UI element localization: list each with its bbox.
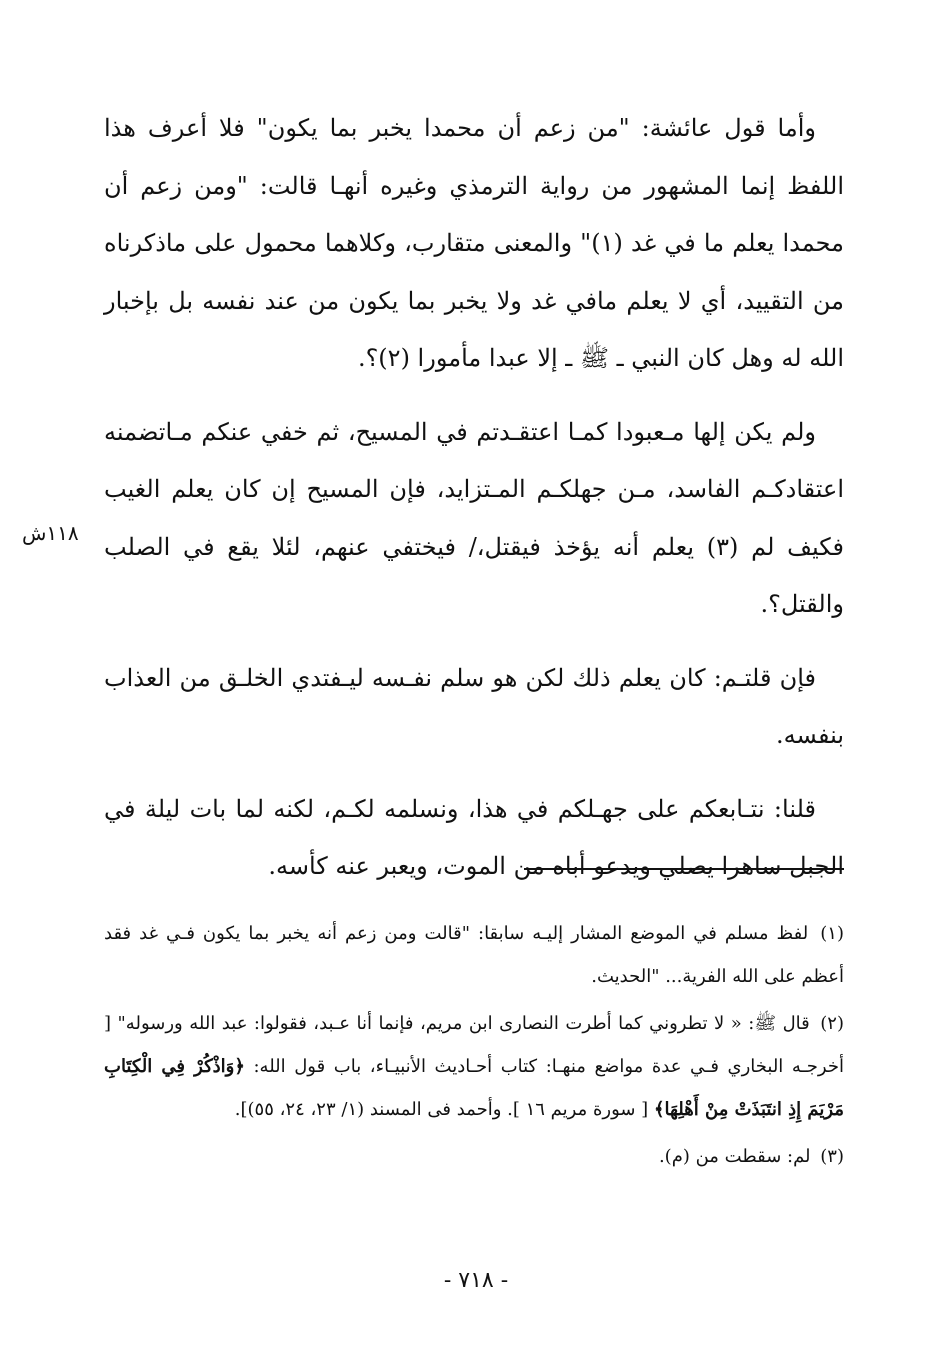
paragraph-3: فإن قلتـم: كان يعلم ذلك لكن هو سلم نفـسه ليـفتدي الخلـق من العذاب بنفسه. [104, 663, 844, 749]
footnote-3-number: (٣) [820, 1146, 844, 1167]
main-text [104, 100, 844, 912]
footnotes [104, 912, 844, 1182]
footnote-1 [104, 912, 844, 998]
page-number: - ٧١٨ - [443, 1268, 509, 1293]
footnote-divider [524, 868, 844, 870]
footnote-3 [104, 1135, 844, 1178]
footnote-2-quran-verse: ﴿وَاذْكُرْ فِي الْكِتَابِ مَرْيَمَ إِذِ انتَبَذَتْ مِنْ أَهْلِهَا﴾ [104, 1056, 844, 1120]
paragraph-1: وأما قول عائشة: "من زعم أن محمدا يخبر بما يكون" فلا أعرف هذا اللفظ إنما المشهور من رواية الترمذي وغيره أنهـا قالت: "ومن زعم أن محمدا يعلم ما في غد (١)" والمعنى متقارب، وكلاهما محمول على ماذكرناه من التقييد، أي لا يعلم مافي غد ولا يخبر بما يكون من عند نفسه بل بإخبار الله له وهل كان النبي ـ ﷺ ـ إلا عبدا مأمورا (٢)؟. [104, 114, 844, 372]
footnote-1-text: لفظ مسلم في الموضع المشار إليـه سابقا: "قالت ومن زعم أنه يخبر بما يكون فـي غد فقد أعظم على الله الفرية... "الحديث. [104, 923, 844, 987]
footnote-1-number: (١) [820, 923, 844, 944]
footnote-2 [104, 1002, 844, 1131]
footnote-2-text-a: قال ﷺ: « لا تطروني كما أطرت النصارى ابن مريم، فإنما أنا عـبد، فقولوا: عبد الله ورسوله" [ أخرجـه البخاري فـي عدة مواضع منهـا: كتاب أحـاديث الأنبيـاء، باب قول الله: [104, 1013, 844, 1077]
footnote-2-number: (٢) [820, 1013, 844, 1034]
paragraph-4: قلنا: نتـابعكم على جهـلكم في هذا، ونسلمه لكـم، لكنه لما بات ليلة في الجبل ساهرا يصلي ويدعو أباه من الموت، ويعبر عنه كأسه. [104, 794, 844, 880]
footnote-2-text-b: [ سورة مريم ١٦ ]. وأحمد فى المسند (١/ ٢٣، ٢٤، ٥٥)]. [234, 1099, 649, 1120]
margin-folio-note: ١١٨ش [22, 521, 79, 545]
footnote-3-text: لم: سقطت من (م). [658, 1146, 811, 1167]
paragraph-2: ولم يكن إلها مـعبودا كمـا اعتقـدتم في المسيح، ثم خفي عنكم مـاتضمنه اعتقادكـم الفاسد، مـن جهلكـم المـتزايد، فإن المسيح إن كان يعلم الغيب فكيف لم (٣) يعلم أنه يؤخذ فيقتل،/ فيختفي عنهم، لئلا يقع في الصلب والقتل؟. [104, 417, 844, 618]
